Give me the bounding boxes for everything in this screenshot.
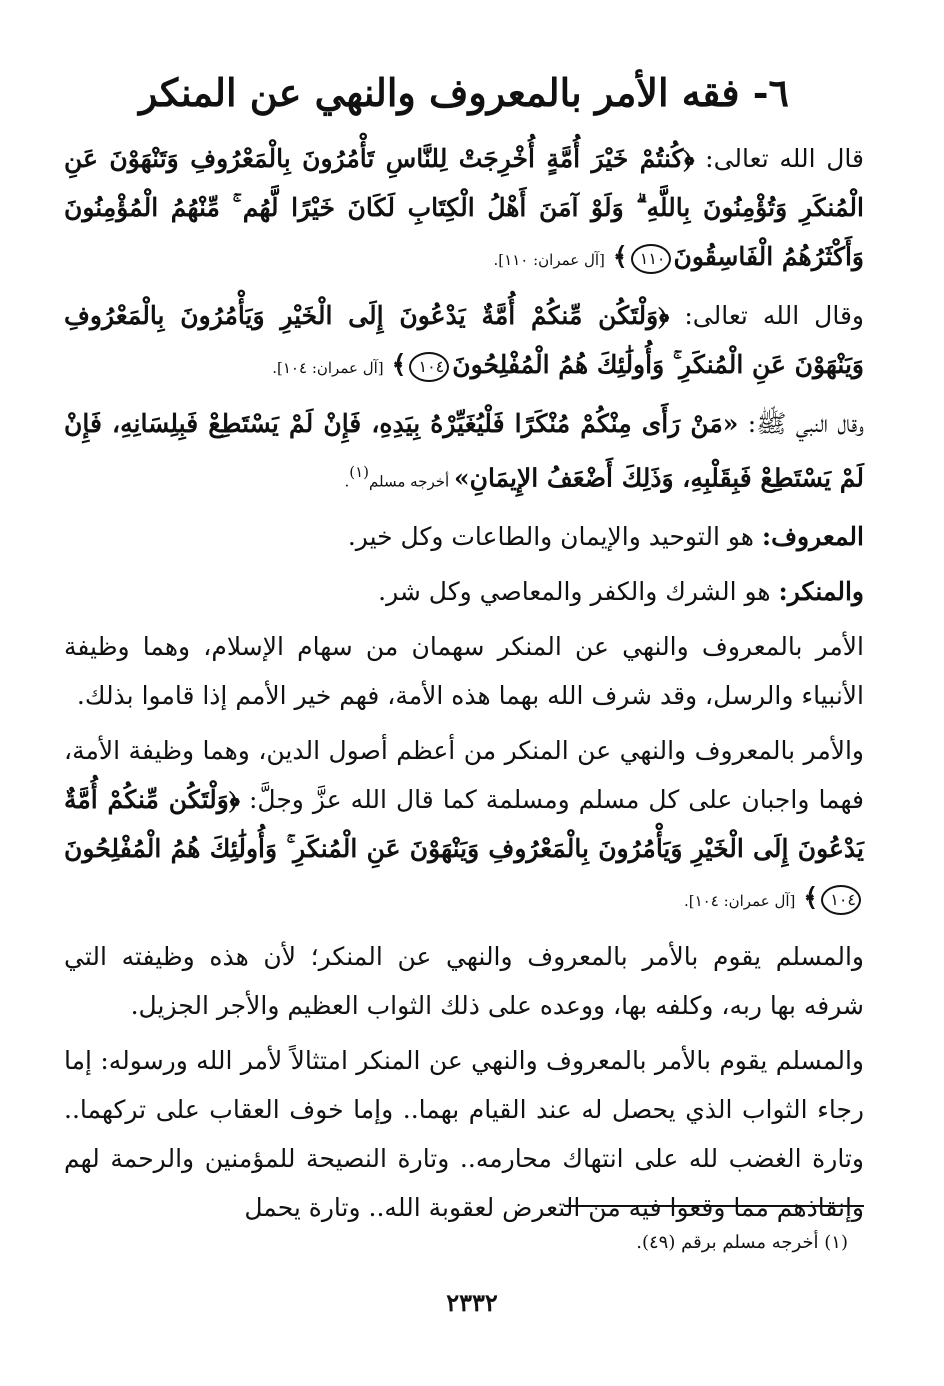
verse-2-intro: وقال الله تعالى: [669, 301, 864, 330]
definition-maruf [64, 512, 864, 561]
verse-block-2 [64, 291, 864, 393]
definition-munkar [64, 567, 864, 616]
verse-3-close-bracket: ﴾ [803, 883, 818, 913]
paragraph-2-text: والأمر بالمعروف والنهي عن المنكر من أعظم أصول الدين، وهما وظيفة الأمة، فهما واجبان على كل مسلم ومسلمة كما قال الله عزَّ وجلَّ: [64, 736, 864, 815]
verse-2-close-bracket: ﴾ [391, 350, 407, 379]
page-body [64, 60, 864, 1386]
definition-munkar-text: هو الشرك والكفر والمعاصي وكل شر. [378, 577, 779, 607]
verse-3-open-bracket: ﴿ [228, 785, 240, 815]
page-number: ٢٣٣٢ [446, 1288, 498, 1317]
paragraph-1: الأمر بالمعروف والنهي عن المنكر سهمان من سهام الإسلام، وهما وظيفة الأنبياء والرسل، وقد شرف الله بهما هذه الأمة، فهم خير الأمم إذا قاموا بذلك. [64, 632, 864, 711]
footnote: (١) أخرجه مسلم برقم (٤٩). [636, 1232, 848, 1253]
page-title: ٦- فقه الأمر بالمعروف والنهي عن المنكر [139, 70, 789, 115]
footnote-marker[interactable]: (١) [349, 463, 370, 481]
definition-maruf-text: هو التوحيد والإيمان والطاعات وكل خير. [347, 522, 762, 552]
verse-1-ayah-number: ١١٠ [631, 244, 671, 274]
term-munkar: والمنكر: [778, 577, 864, 607]
verse-3-text: وَلْتَكُن مِّنكُمْ أُمَّةٌ يَدْعُونَ إِلَى الْخَيْرِ وَيَأْمُرُونَ بِالْمَعْرُوفِ وَيَنْهَوْنَ عَنِ الْمُنكَرِ ۚ وَأُولَٰئِكَ هُمُ الْمُفْلِحُونَ [64, 785, 864, 864]
verse-1-open-bracket: ﴿ [683, 144, 695, 173]
paragraph-2 [64, 726, 864, 926]
verse-2-open-bracket: ﴿ [658, 301, 670, 330]
verse-block-1 [64, 134, 864, 285]
verse-1-close-bracket: ﴾ [612, 242, 628, 271]
verse-2-reference: [آل عمران: ١٠٤]. [272, 359, 384, 377]
verse-1-text: كُنتُمْ خَيْرَ أُمَّةٍ أُخْرِجَتْ لِلنَّاسِ تَأْمُرُونَ بِالْمَعْرُوفِ وَتَنْهَوْنَ عَنِ الْمُنكَرِ وَتُؤْمِنُونَ بِاللَّهِ ۗ وَلَوْ آمَنَ أَهْلُ الْكِتَابِ لَكَانَ خَيْرًا لَّهُم ۚ مِّنْهُمُ الْمُؤْمِنُونَ وَأَكْثَرُهُمُ الْفَاسِقُونَ [64, 144, 864, 271]
verse-1-intro: قال الله تعالى: [694, 144, 865, 173]
hadith-text: «مَنْ رَأَى مِنْكُمْ مُنْكَرًا فَلْيُغَيِّرْهُ بِيَدِهِ، فَإِنْ لَمْ يَسْتَطِعْ فَبِلِسَانِهِ، فَإِنْ لَمْ يَسْتَطِعْ فَبِقَلْبِهِ، وَذَلِكَ أَضْعَفُ الإِيمَانِ» [64, 409, 864, 493]
verse-2-ayah-number: ١٠٤ [409, 352, 449, 382]
paragraph-4: والمسلم يقوم بالأمر بالمعروف والنهي عن المنكر امتثالاً لأمر الله ورسوله: إما رجاء الثواب الذي يحصل له عند القيام بهما.. وإما خوف العقاب على تركهما.. وتارة الغضب لله على انتهاك محارمه.. وتارة النصيحة للمؤمنين والرحمة لهم وإنقاذهم مما وقعوا فيه من التعرض لعقوبة الله.. وتارة يحمل [64, 1046, 864, 1223]
hadith-intro: وقال النبي ﷺ: [738, 409, 865, 438]
term-maruf: المعروف: [761, 522, 864, 552]
verse-3-reference: [آل عمران: ١٠٤]. [684, 892, 796, 911]
hadith-reference: أخرجه مسلم [369, 472, 454, 491]
verse-2-text: وَلْتَكُن مِّنكُمْ أُمَّةٌ يَدْعُونَ إِلَى الْخَيْرِ وَيَأْمُرُونَ بِالْمَعْرُوفِ وَيَنْهَوْنَ عَنِ الْمُنكَرِ ۚ وَأُولَٰئِكَ هُمُ الْمُفْلِحُونَ [64, 301, 864, 379]
hadith-block: وقال النبي ﷺ: «مَنْ رَأَى مِنْكُمْ مُنْكَرًا فَلْيُغَيِّرْهُ بِيَدِهِ، فَإِنْ لَمْ يَسْتَطِعْ فَبِلِسَانِهِ، فَإِنْ لَمْ يَسْتَطِعْ فَبِقَلْبِهِ، وَذَلِكَ أَضْعَفُ الإِيمَانِ» أخرجه مسلم$^{(١)}$. [64, 409, 865, 493]
paragraph-3: والمسلم يقوم بالأمر بالمعروف والنهي عن المنكر؛ لأن هذه وظيفته التي شرفه بها ربه، وكلفه بها، ووعده على ذلك الثواب العظيم والأجر الجزيل. [64, 942, 864, 1021]
footnote-divider [564, 1205, 864, 1207]
verse-3-ayah-number: ١٠٤ [821, 885, 861, 915]
verse-1-reference: [آل عمران: ١١٠]. [493, 251, 605, 269]
